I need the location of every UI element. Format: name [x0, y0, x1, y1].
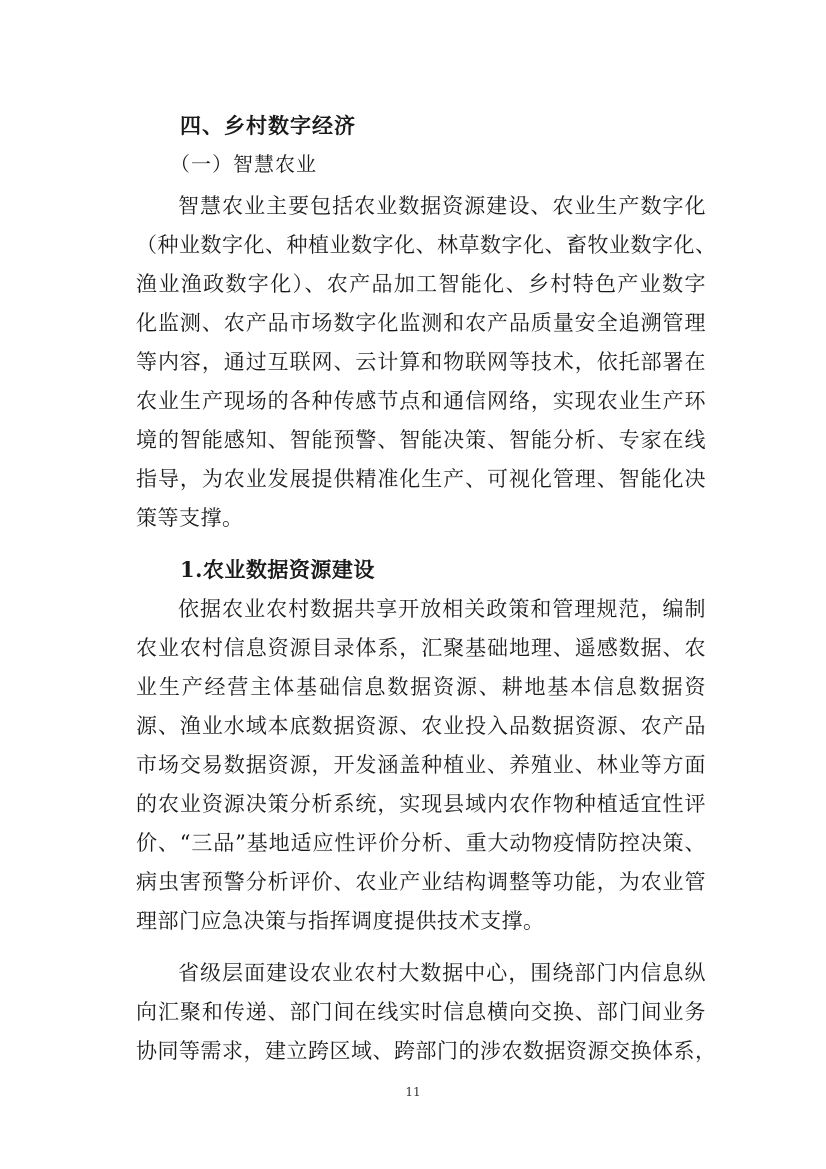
paragraph1-line: 智慧农业主要包括农业数据资源建设、农业生产数字化 [178, 194, 706, 218]
section-heading: 四、乡村数字经济 [180, 114, 356, 138]
paragraph3-line: 向汇聚和传递、部门间在线实时信息横向交换、部门间业务 [136, 1000, 706, 1024]
paragraph1-line: 等内容，通过互联网、云计算和物联网等技术，依托部署在 [136, 350, 706, 374]
paragraph1-line: 化监测、农产品市场数字化监测和农产品质量安全追溯管理 [136, 311, 706, 335]
paragraph2-line: 价、“三品”基地适应性评价分析、重大动物疫情防控决策、 [136, 831, 706, 855]
paragraph2-line: 农业农村信息资源目录体系，汇聚基础地理、遥感数据、农 [136, 636, 706, 660]
paragraph3-line: 协同等需求，建立跨区域、跨部门的涉农数据资源交换体系， [136, 1039, 717, 1063]
page-number: 11 [405, 1085, 421, 1099]
paragraph2-line: 病虫害预警分析评价、农业产业结构调整等功能，为农业管 [136, 870, 706, 894]
paragraph3-line: 省级层面建设农业农村大数据中心，围绕部门内信息纵 [178, 961, 706, 985]
paragraph1-line: 渔业渔政数字化）、农产品加工智能化、乡村特色产业数字 [136, 272, 706, 296]
paragraph2-line: 理部门应急决策与指挥调度提供技术支撑。 [136, 909, 545, 933]
paragraph2-line: 的农业资源决策分析系统，实现县域内农作物种植适宜性评 [136, 792, 706, 816]
paragraph1-line: 农业生产现场的各种传感节点和通信网络，实现农业生产环 [136, 389, 706, 413]
paragraph1-line: 策等支撑。 [136, 506, 244, 530]
paragraph2-line: 业生产经营主体基础信息数据资源、耕地基本信息数据资 [136, 675, 706, 699]
paragraph1-line: 指导，为农业发展提供精准化生产、可视化管理、智能化决 [136, 467, 706, 491]
subsection-heading: （一）智慧农业 [170, 152, 317, 176]
paragraph1-line: 境的智能感知、智能预警、智能决策、智能分析、专家在线 [136, 428, 706, 452]
paragraph2-line: 依据农业农村数据共享开放相关政策和管理规范，编制 [178, 597, 706, 621]
paragraph2-line: 源、渔业水域本底数据资源、农业投入品数据资源、农产品 [136, 714, 706, 738]
item-heading: 1.农业数据资源建设 [180, 557, 375, 582]
paragraph1-line: （种业数字化、种植业数字化、林草数字化、畜牧业数字化、 [136, 233, 717, 257]
paragraph2-line: 市场交易数据资源，开发涵盖种植业、养殖业、林业等方面 [136, 753, 706, 777]
